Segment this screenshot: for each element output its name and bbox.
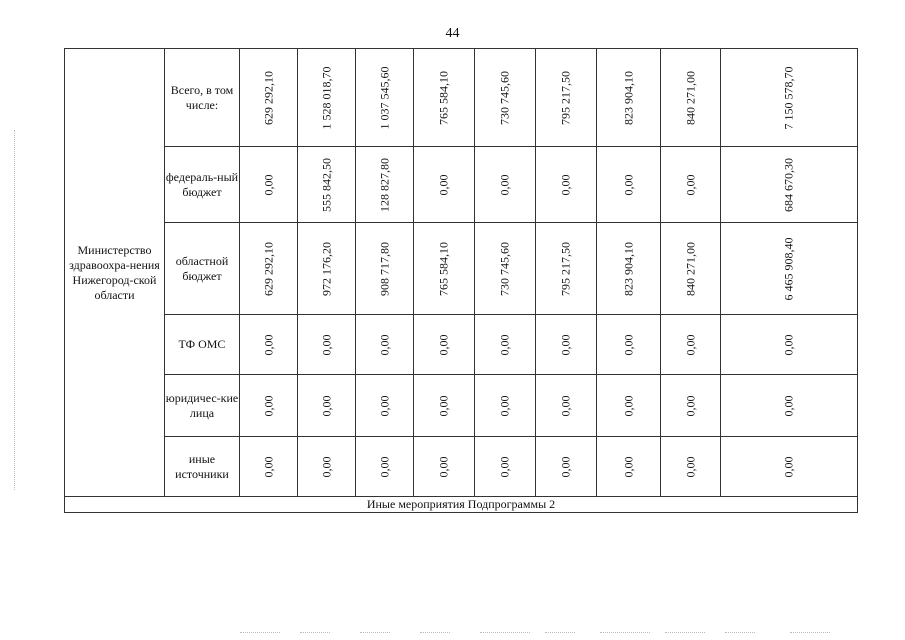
value-cell (414, 437, 475, 497)
value-cell (414, 375, 475, 437)
value-cell (597, 49, 661, 147)
section-title: Иные мероприятия Подпрограммы 2 (65, 497, 858, 513)
value-text: 0,00 (319, 456, 333, 477)
value-text: 684 670,30 (781, 157, 796, 212)
value-cell (240, 315, 298, 375)
scan-artifact (420, 632, 450, 633)
budget-table-body (65, 49, 858, 513)
value-cell (298, 315, 356, 375)
value-cell (414, 147, 475, 223)
value-text: 0,00 (781, 334, 796, 355)
value-cell (298, 147, 356, 223)
value-text: 823 904,10 (621, 70, 635, 125)
value-text: 0,00 (683, 395, 697, 416)
value-cell (536, 437, 597, 497)
value-cell (661, 315, 721, 375)
value-cell (414, 49, 475, 147)
value-text: 730 745,60 (497, 70, 512, 125)
value-text: 629 292,10 (261, 241, 275, 296)
value-text: 0,00 (497, 395, 512, 416)
table-row (65, 147, 858, 223)
value-cell (597, 437, 661, 497)
value-text: 7 150 578,70 (781, 66, 796, 129)
value-text: 972 176,20 (319, 241, 333, 296)
value-text: 0,00 (621, 334, 635, 355)
value-cell (536, 223, 597, 315)
value-text: 0,00 (683, 456, 697, 477)
value-cell (721, 375, 858, 437)
budget-table (64, 48, 858, 513)
value-cell (298, 49, 356, 147)
value-text: 0,00 (558, 174, 573, 195)
value-text: 0,00 (558, 334, 573, 355)
value-text: 0,00 (436, 456, 451, 477)
funding-source: Всего, в том числе: (165, 49, 240, 147)
value-cell (475, 375, 536, 437)
value-text: 0,00 (781, 395, 796, 416)
scan-artifact (790, 632, 830, 633)
funding-source: ТФ ОМС (165, 315, 240, 375)
funding-source: федераль-ный бюджет (165, 147, 240, 223)
funding-source: юридичес-кие лица (165, 375, 240, 437)
value-cell (536, 315, 597, 375)
value-text: 0,00 (377, 334, 391, 355)
value-cell (721, 147, 858, 223)
value-cell (414, 223, 475, 315)
value-cell (597, 147, 661, 223)
value-text: 128 827,80 (377, 157, 391, 212)
value-cell (356, 375, 414, 437)
value-text: 0,00 (261, 174, 275, 195)
value-text: 0,00 (621, 174, 635, 195)
value-cell (536, 375, 597, 437)
value-text: 0,00 (261, 395, 275, 416)
value-cell (356, 49, 414, 147)
value-cell (661, 147, 721, 223)
scan-artifact (480, 632, 530, 633)
value-text: 765 584,10 (436, 241, 451, 296)
value-text: 840 271,00 (683, 70, 697, 125)
value-text: 0,00 (319, 334, 333, 355)
value-text: 823 904,10 (621, 241, 635, 296)
value-text: 0,00 (497, 456, 512, 477)
value-cell (661, 437, 721, 497)
value-cell (240, 437, 298, 497)
value-text: 0,00 (621, 395, 635, 416)
table-row (65, 315, 858, 375)
value-cell (475, 223, 536, 315)
value-cell (240, 147, 298, 223)
value-text: 0,00 (261, 456, 275, 477)
value-text: 795 217,50 (558, 70, 573, 125)
value-text: 765 584,10 (436, 70, 451, 125)
value-cell (475, 437, 536, 497)
value-cell (356, 315, 414, 375)
responsible-organization: Министерство здравоохра-нения Нижегород-ской области (65, 49, 165, 497)
scan-margin-line (14, 130, 15, 490)
scan-artifact (600, 632, 650, 633)
scan-artifact (665, 632, 705, 633)
table-row (65, 49, 858, 147)
scan-artifact (300, 632, 330, 633)
value-text: 0,00 (436, 395, 451, 416)
value-cell (298, 375, 356, 437)
scan-artifact (725, 632, 755, 633)
value-cell (597, 375, 661, 437)
value-cell (721, 437, 858, 497)
value-cell (721, 223, 858, 315)
value-cell (661, 375, 721, 437)
scan-artifact (545, 632, 575, 633)
value-cell (721, 49, 858, 147)
value-cell (475, 49, 536, 147)
value-text: 730 745,60 (497, 241, 512, 296)
table-row (65, 375, 858, 437)
value-cell (298, 223, 356, 315)
funding-source: иные источники (165, 437, 240, 497)
scan-artifact (240, 632, 280, 633)
page-number: 44 (445, 26, 460, 41)
value-text: 0,00 (558, 395, 573, 416)
value-cell (240, 375, 298, 437)
value-text: 0,00 (261, 334, 275, 355)
value-text: 0,00 (377, 395, 391, 416)
value-cell (475, 315, 536, 375)
value-cell (536, 49, 597, 147)
table-row (65, 223, 858, 315)
scan-artifact (360, 632, 390, 633)
footer-row (65, 497, 858, 513)
value-text: 840 271,00 (683, 241, 697, 296)
value-text: 1 528 018,70 (319, 66, 333, 129)
value-cell (536, 147, 597, 223)
value-cell (661, 223, 721, 315)
value-text: 908 717,80 (377, 241, 391, 296)
value-text: 0,00 (436, 334, 451, 355)
value-cell (475, 147, 536, 223)
value-text: 795 217,50 (558, 241, 573, 296)
value-text: 0,00 (436, 174, 451, 195)
table-row (65, 437, 858, 497)
value-text: 0,00 (683, 174, 697, 195)
value-text: 0,00 (683, 334, 697, 355)
value-text: 629 292,10 (261, 70, 275, 125)
value-cell (240, 49, 298, 147)
value-text: 0,00 (621, 456, 635, 477)
value-cell (298, 437, 356, 497)
value-cell (356, 437, 414, 497)
funding-source: областной бюджет (165, 223, 240, 315)
value-cell (661, 49, 721, 147)
value-text: 0,00 (319, 395, 333, 416)
value-cell (597, 223, 661, 315)
value-cell (240, 223, 298, 315)
value-cell (356, 147, 414, 223)
value-cell (721, 315, 858, 375)
value-text: 555 842,50 (319, 157, 333, 212)
value-cell (597, 315, 661, 375)
value-text: 0,00 (781, 456, 796, 477)
value-text: 0,00 (558, 456, 573, 477)
value-text: 6 465 908,40 (781, 237, 796, 300)
value-text: 0,00 (377, 456, 391, 477)
value-cell (356, 223, 414, 315)
value-text: 0,00 (497, 334, 512, 355)
value-cell (414, 315, 475, 375)
value-text: 0,00 (497, 174, 512, 195)
value-text: 1 037 545,60 (377, 66, 391, 129)
